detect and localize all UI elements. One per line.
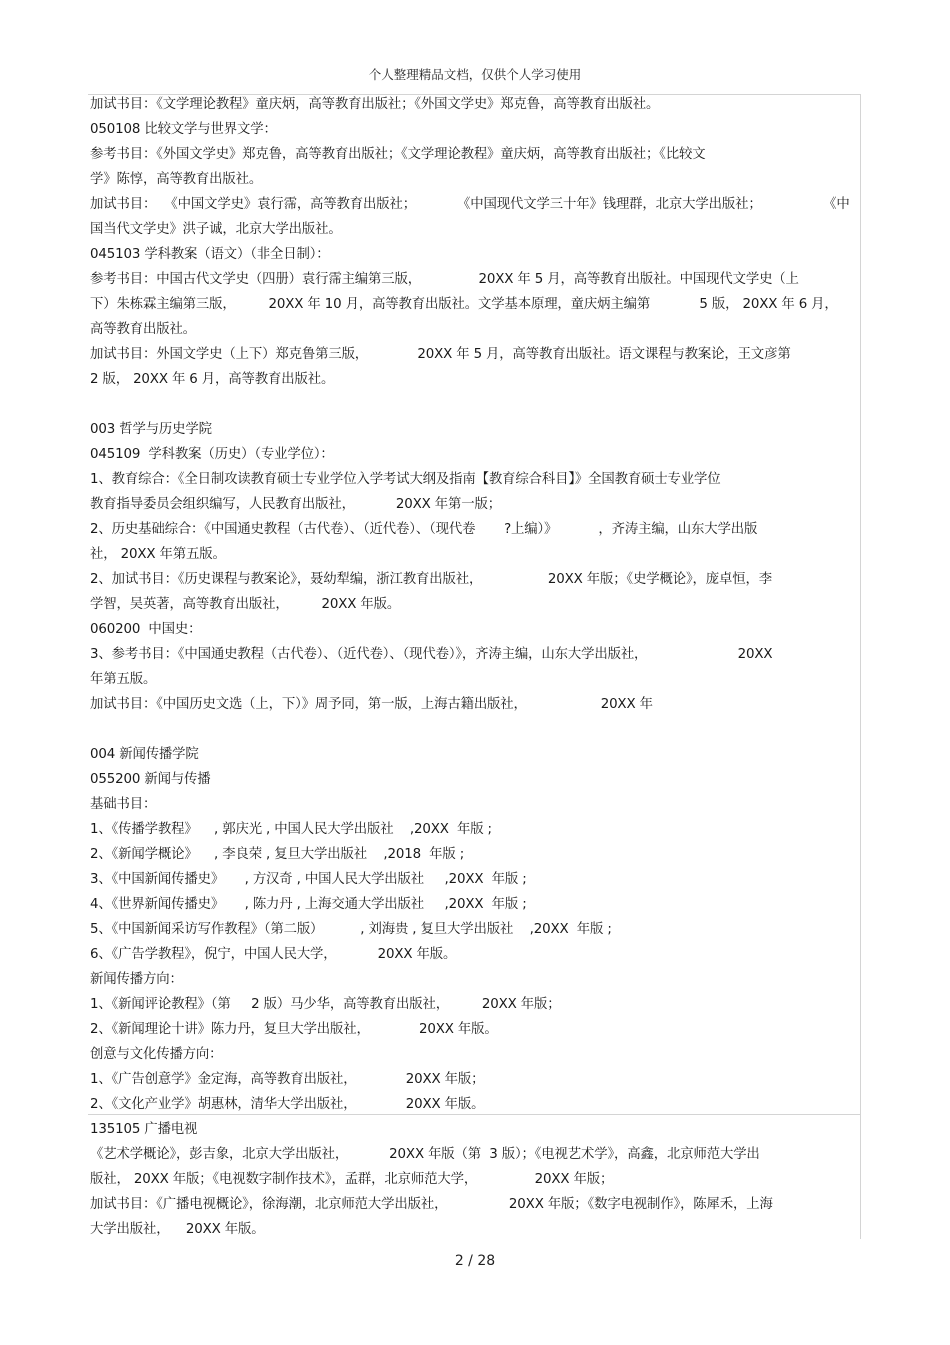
text-line: 4、《世界新闻传播史》 , 陈力丹 , 上海交通大学出版社 ,20XX 年版 ;: [90, 897, 527, 912]
blank-line: [90, 717, 856, 742]
text-line: 参考书目：《外国文学史》郑克鲁，高等教育出版社；《文学理论教程》童庆炳，高等教育出版社；《比较文: [90, 147, 706, 162]
text-line: 055200 新闻与传播: [90, 772, 211, 787]
text-line: 《艺术学概论》，彭吉象，北京大学出版社， 20XX 年版（第 3 版）；《电视艺术学》，高鑫，北京师范大学出: [90, 1147, 760, 1162]
text-line: 国当代文学史》洪子诚，北京大学出版社。: [90, 222, 342, 237]
text-line: 135105 广播电视: [90, 1122, 198, 1137]
section-title: 004 新闻传播学院: [90, 747, 199, 762]
section-title: 003 哲学与历史学院: [90, 422, 212, 437]
text-line: 045103 学科教案（语文）（非全日制）：: [90, 247, 330, 262]
text-line: 060200 中国史：: [90, 622, 202, 637]
text-line: 加试书目：《文学理论教程》童庆炳，高等教育出版社；《外国文学史》郑克鲁，高等教育出版社。: [90, 97, 660, 112]
text-line: 加试书目：外国文学史（上下）郑克鲁第三版， 20XX 年 5 月，高等教育出版社。语文课程与教案论，王文彦第: [90, 347, 791, 362]
text-line: 6、《广告学教程》，倪宁，中国人民大学， 20XX 年版。: [90, 947, 457, 962]
text-line: 教育指导委员会组织编写，人民教育出版社， 20XX 年第一版；: [90, 497, 501, 512]
text-line: 2、《新闻学概论》 , 李良荣 , 复旦大学出版社 ,2018 年版 ;: [90, 847, 465, 862]
text-line: 1、《广告创意学》金定海，高等教育出版社， 20XX 年版；: [90, 1072, 485, 1087]
text-line: 学智，吴英著，高等教育出版社， 20XX 年版。: [90, 597, 401, 612]
text-line: 年第五版。: [90, 672, 157, 687]
text-line: 3、参考书目：《中国通史教程（古代卷）、（近代卷）、（现代卷）》，齐涛主编，山东大学出版社， 20XX: [90, 647, 773, 662]
text-line: 加试书目：《中国历史文选（上，下）》周予同，第一版，上海古籍出版社， 20XX 年: [90, 697, 653, 712]
text-line: 基础书目：: [90, 797, 157, 812]
text-line: 050108 比较文学与世界文学：: [90, 122, 277, 137]
text-line: 5、《中国新闻采访写作教程》（第二版） , 刘海贵 , 复旦大学出版社 ,20XX 年版 ;: [90, 922, 612, 937]
blank-line: [90, 392, 856, 417]
text-line: 学》陈惇，高等教育出版社。: [90, 172, 263, 187]
text-line: 高等教育出版社。: [90, 322, 196, 337]
text-line: 新闻传播方向：: [90, 972, 183, 987]
text-line: 加试书目：《广播电视概论》，徐海潮，北京师范大学出版社， 20XX 年版；《数字电视制作》，陈犀禾，上海: [90, 1197, 773, 1212]
text-line: 1、《传播学教程》 , 郭庆光 , 中国人民大学出版社 ,20XX 年版 ;: [90, 822, 492, 837]
text-line: 参考书目：中国古代文学史（四册）袁行霈主编第三版， 20XX 年 5 月，高等教育出版社。中国现代文学史（上: [90, 272, 799, 287]
text-line: 045109 学科教案（历史）（专业学位）：: [90, 447, 334, 462]
text-line: 2、历史基础综合：《中国通史教程（古代卷）、（近代卷）、（现代卷 ?上编）》 ，齐涛主编，山东大学出版: [90, 522, 758, 537]
text-line: 2、加试书目：《历史课程与教案论》，聂幼犁编，浙江教育出版社， 20XX 年版；《史学概论》，庞卓恒，李: [90, 572, 772, 587]
text-line: 大学出版社， 20XX 年版。: [90, 1222, 265, 1237]
text-line: 2、《文化产业学》胡惠林，清华大学出版社， 20XX 年版。: [90, 1097, 485, 1112]
page-number: 2 / 28: [454, 1253, 496, 1269]
text-line: 2、《新闻理论十讲》陈力丹，复旦大学出版社， 20XX 年版。: [90, 1022, 498, 1037]
document-body: [90, 92, 856, 1242]
text-line: 加试书目： 《中国文学史》袁行霈，高等教育出版社； 《中国现代文学三十年》钱理群，北京大学出版社； 《中: [90, 197, 850, 212]
text-line: 创意与文化传播方向：: [90, 1047, 223, 1062]
page-header: 个人整理精品文档，仅供个人学习使用: [368, 67, 582, 82]
text-line: 版社， 20XX 年版；《电视数字制作技术》，孟群，北京师范大学， 20XX 年版；: [90, 1172, 614, 1187]
text-line: 3、《中国新闻传播史》 , 方汉奇 , 中国人民大学出版社 ,20XX 年版 ;: [90, 872, 527, 887]
text-line: 2 版， 20XX 年 6 月，高等教育出版社。: [90, 372, 335, 387]
text-line: 1、《新闻评论教程》（第 2 版）马少华，高等教育出版社， 20XX 年版；: [90, 997, 561, 1012]
text-line: 1、教育综合：《全日制攻读教育硕士专业学位入学考试大纲及指南【教育综合科目】》全国教育硕士专业学位: [90, 472, 721, 487]
text-line: 社， 20XX 年第五版。: [90, 547, 226, 562]
text-line: 下）朱栋霖主编第三版， 20XX 年 10 月，高等教育出版社。文学基本原理，童庆炳主编第 5 版， 20XX 年 6 月，: [90, 297, 838, 312]
